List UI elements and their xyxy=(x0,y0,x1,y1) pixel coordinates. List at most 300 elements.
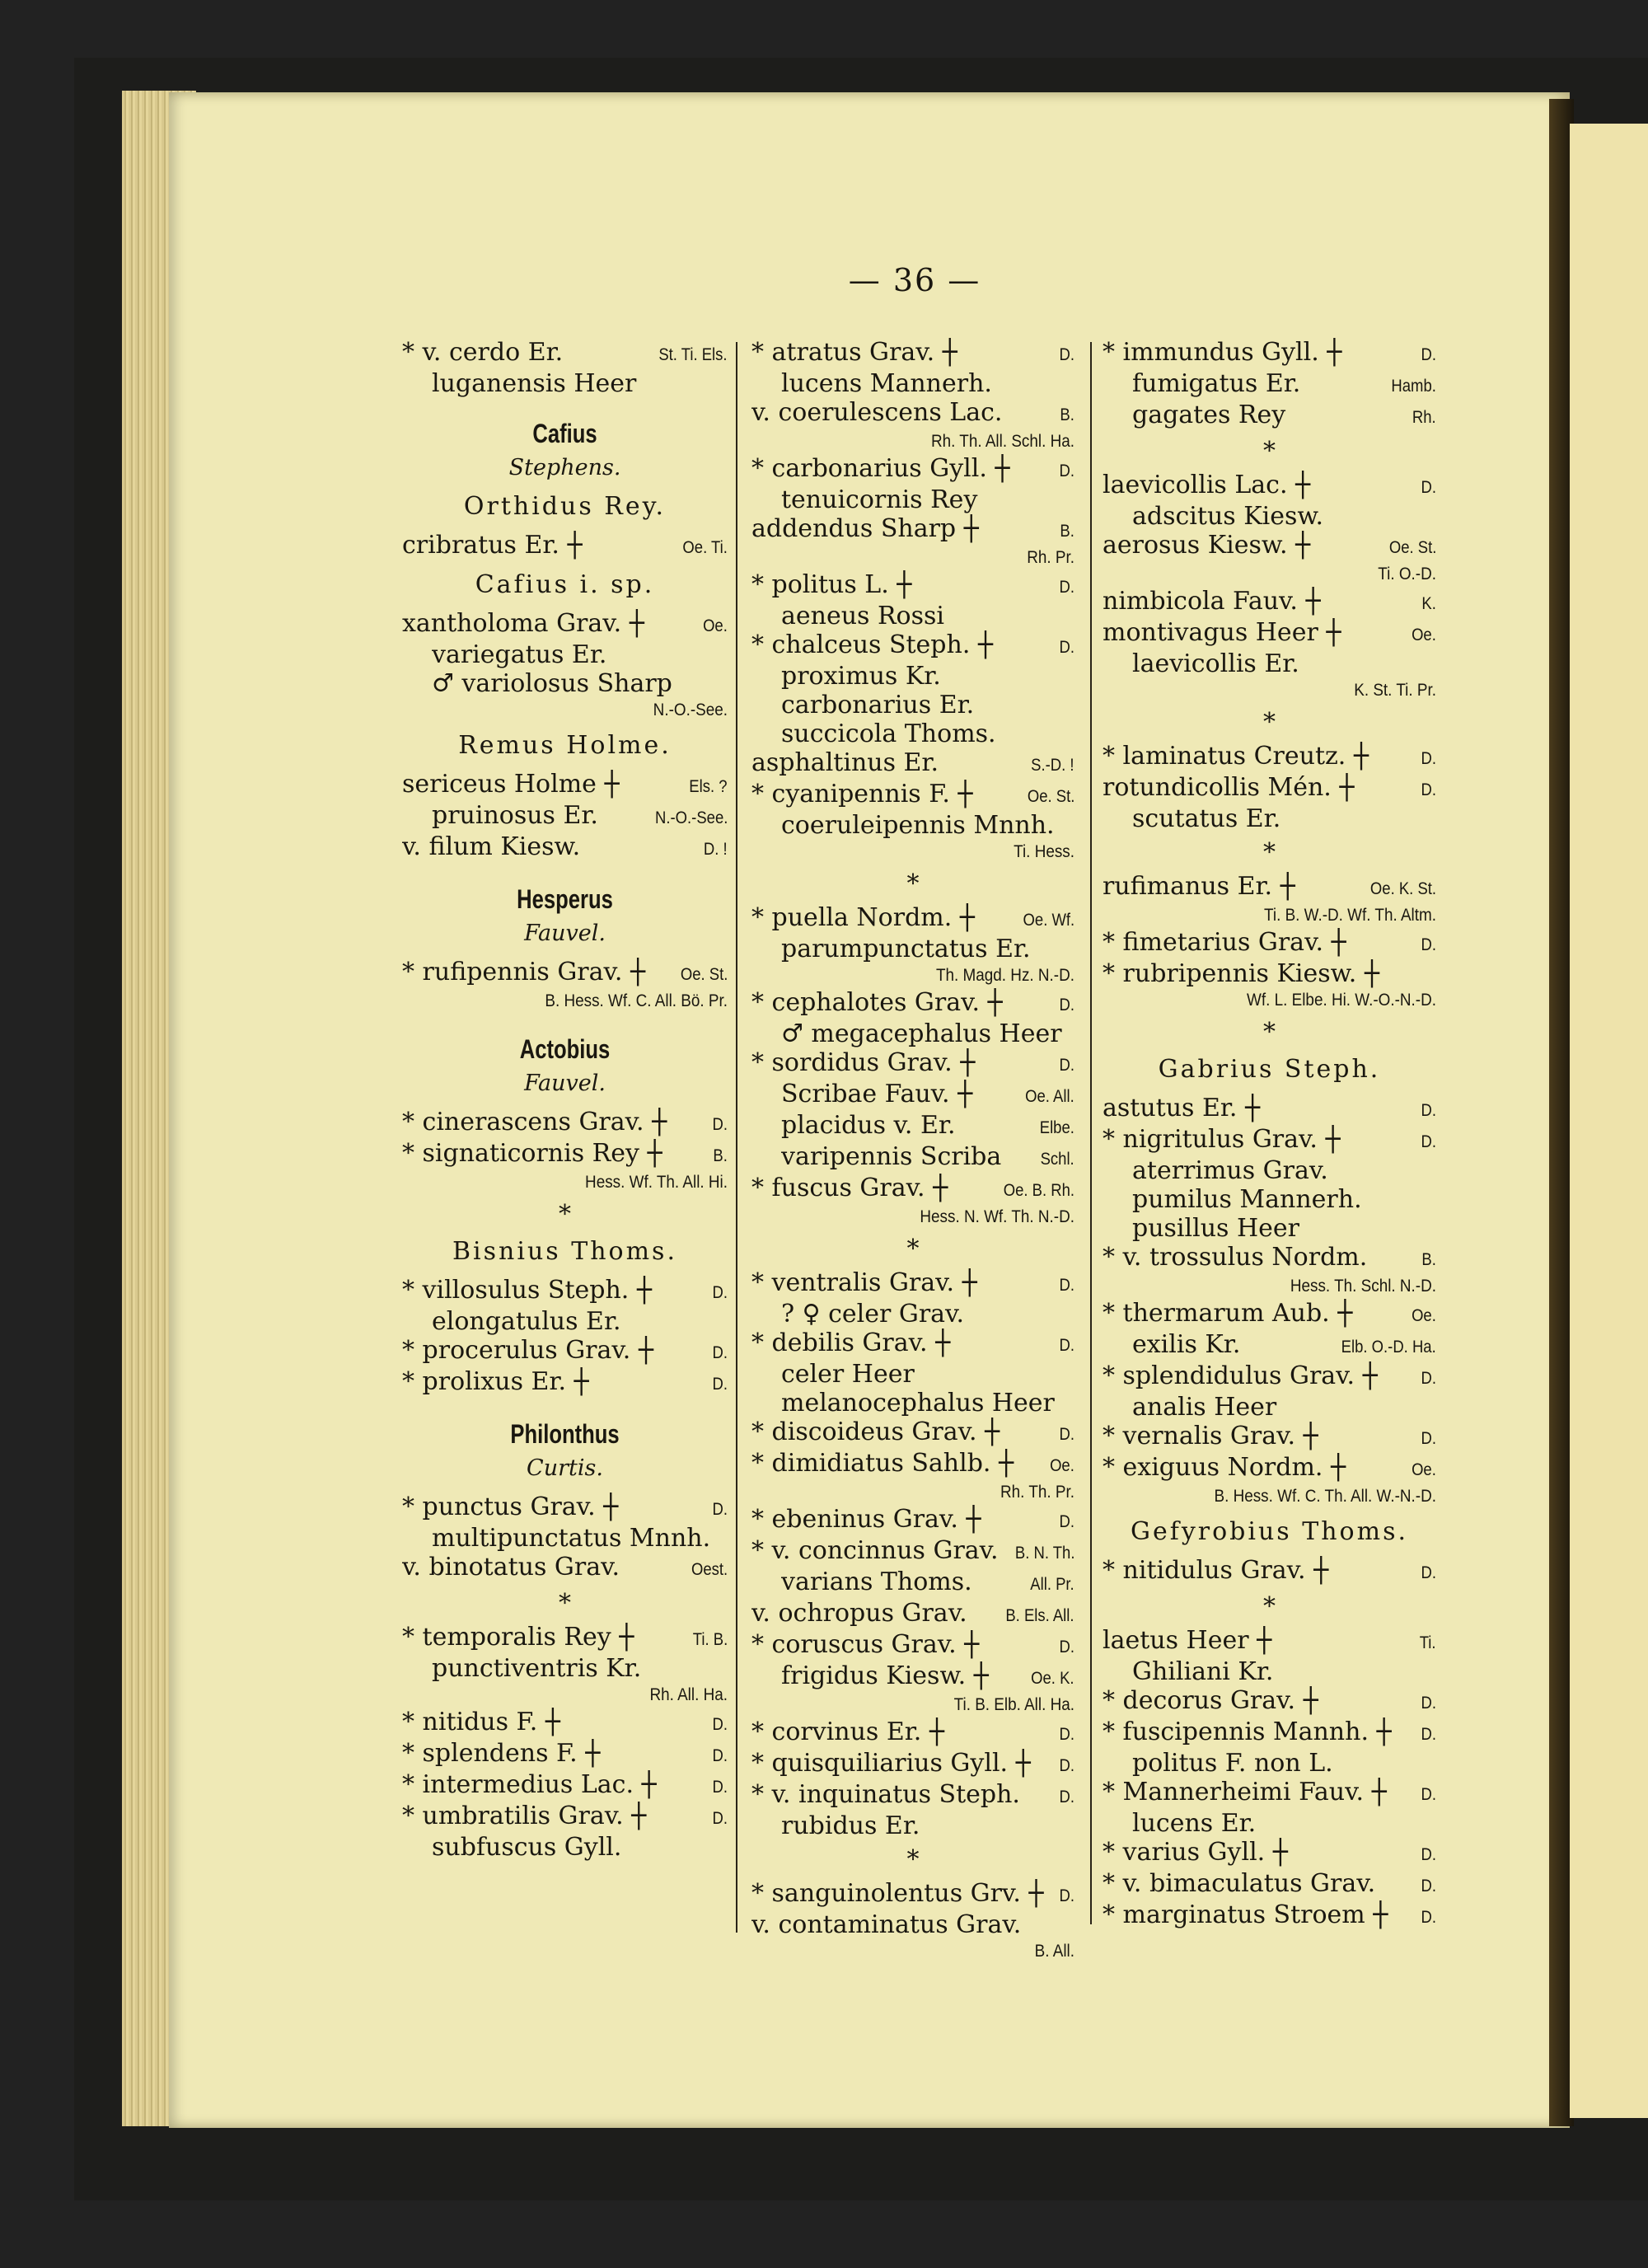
distribution-codes: D. xyxy=(1421,1908,1436,1927)
species-entry xyxy=(751,1630,1074,1661)
species-entry xyxy=(402,1739,728,1770)
species-name: placidus v. Er. xyxy=(781,1111,956,1140)
species-entry xyxy=(751,1599,1074,1630)
species-entry xyxy=(751,811,1074,840)
species-name: * exiguus Nordm. ┼ xyxy=(1103,1453,1346,1482)
distribution-codes: Oe. K. St. xyxy=(1369,879,1436,898)
species-name: Scribae Fauv. ┼ xyxy=(781,1080,973,1108)
species-entry xyxy=(1103,649,1436,678)
species-name: nimbicola Fauv. ┼ xyxy=(1103,587,1321,616)
distribution-codes: Ti. xyxy=(1420,1633,1436,1652)
species-entry xyxy=(751,369,1074,398)
species-name: ? ♀ celer Grav. xyxy=(781,1300,964,1328)
distribution-codes: Rh. xyxy=(1412,408,1436,427)
species-name: * cyanipennis F. ┼ xyxy=(751,780,973,808)
distribution-codes: Oe. St. xyxy=(1388,538,1436,557)
distribution-codes: Schl. xyxy=(1040,1150,1074,1169)
species-name: exilis Kr. xyxy=(1132,1330,1241,1359)
distribution-codes: K. xyxy=(1421,594,1436,613)
species-name: * signaticornis Rey ┼ xyxy=(402,1139,662,1168)
species-entry xyxy=(751,1879,1074,1910)
species-name: adscitus Kiesw. xyxy=(1132,502,1324,531)
section-asterisk: * xyxy=(1263,437,1276,466)
species-entry xyxy=(1103,502,1436,531)
species-name: * vernalis Grav. ┼ xyxy=(1103,1422,1318,1450)
species-name: * rufipennis Grav. ┼ xyxy=(402,958,646,986)
species-entry xyxy=(751,1567,1074,1599)
species-entry xyxy=(1103,1778,1436,1809)
species-entry xyxy=(1103,1686,1436,1717)
species-name: lucens Er. xyxy=(1132,1809,1257,1838)
species-name: fumigatus Er. xyxy=(1132,369,1301,398)
species-name: * villosulus Steph. ┼ xyxy=(402,1276,652,1305)
species-entry xyxy=(751,662,1074,691)
species-entry xyxy=(751,630,1074,662)
distribution-codes: D. xyxy=(712,1343,728,1362)
species-entry xyxy=(1103,1422,1436,1453)
distribution-codes: D. xyxy=(1059,1886,1074,1905)
section-asterisk: * xyxy=(906,869,920,898)
species-name: asphaltinus Er. xyxy=(751,748,939,777)
species-name: frigidus Kiesw. ┼ xyxy=(781,1661,989,1690)
distribution-continuation: Ti. O.-D. xyxy=(1378,565,1436,583)
species-entry xyxy=(402,1524,728,1553)
distribution-codes: D. xyxy=(1059,462,1074,480)
distribution-continuation: Ti. B. W.-D. Wf. Th. Altm. xyxy=(1264,906,1436,925)
distribution-codes: D. xyxy=(1059,1638,1074,1656)
species-name: aterrimus Grav. xyxy=(1132,1156,1328,1185)
species-name: * puella Nordm. ┼ xyxy=(751,903,975,932)
genus-author: Fauvel. xyxy=(524,1071,606,1096)
distribution-codes: D. xyxy=(712,1375,728,1394)
species-entry xyxy=(751,1174,1074,1205)
species-entry xyxy=(751,1300,1074,1328)
species-entry xyxy=(1103,1657,1436,1686)
species-name: * splendidulus Grav. ┼ xyxy=(1103,1361,1378,1390)
species-entry xyxy=(751,1505,1074,1536)
distribution-codes: Hamb. xyxy=(1391,377,1436,396)
species-name: tenuicornis Rey xyxy=(781,485,978,514)
species-name: luganensis Heer xyxy=(432,369,637,398)
species-entry xyxy=(751,1142,1074,1174)
species-entry xyxy=(1103,872,1436,903)
species-entry xyxy=(1103,742,1436,773)
species-entry xyxy=(1103,928,1436,959)
species-entry xyxy=(751,719,1074,748)
distribution-continuation: N.-O.-See. xyxy=(653,701,728,719)
species-name: gagates Rey xyxy=(1132,401,1286,429)
distribution-codes: D. xyxy=(1059,1512,1074,1531)
species-entry xyxy=(402,1654,728,1683)
distribution-codes: Oe. B. Rh. xyxy=(1003,1181,1074,1200)
distribution-codes: D. xyxy=(712,1283,728,1302)
species-name: * quisquiliarius Gyll. ┼ xyxy=(751,1749,1031,1778)
species-entry xyxy=(1103,471,1436,502)
species-name: * coruscus Grav. ┼ xyxy=(751,1630,980,1659)
species-name: xantholoma Grav. ┼ xyxy=(402,609,644,638)
species-name: ♂ megacephalus Heer xyxy=(781,1019,1062,1048)
species-name: * decorus Grav. ┼ xyxy=(1103,1686,1318,1715)
species-entry xyxy=(751,1536,1074,1567)
species-name: * marginatus Stroem ┼ xyxy=(1103,1900,1388,1929)
distribution-codes: Ti. B. xyxy=(692,1630,728,1649)
species-name: * varius Gyll. ┼ xyxy=(1103,1838,1288,1867)
species-name: * fuscipennis Mannh. ┼ xyxy=(1103,1717,1392,1746)
column-middle xyxy=(751,338,1074,1964)
species-name: * intermedius Lac. ┼ xyxy=(402,1770,657,1799)
distribution-codes: Oe. xyxy=(703,616,728,635)
distribution-codes: D. xyxy=(712,1115,728,1134)
distribution-codes: D. xyxy=(1421,1101,1436,1120)
species-name: parumpunctatus Er. xyxy=(781,935,1031,963)
species-entry xyxy=(751,1449,1074,1480)
genus-author: Stephens. xyxy=(508,455,621,480)
distribution-codes: D. xyxy=(1421,1845,1436,1864)
species-entry xyxy=(751,748,1074,780)
species-entry xyxy=(751,514,1074,546)
species-name: * v. inquinatus Steph. xyxy=(751,1780,1020,1809)
section-asterisk: * xyxy=(906,1235,920,1263)
species-entry xyxy=(402,1553,728,1584)
species-entry xyxy=(751,1749,1074,1780)
distribution-codes: D. xyxy=(1059,638,1074,657)
species-name: carbonarius Er. xyxy=(781,691,975,719)
species-entry xyxy=(751,935,1074,963)
distribution-codes: D. xyxy=(1059,1788,1074,1806)
species-entry xyxy=(402,338,728,369)
distribution-continuation: B. Hess. Wf. C. All. Bö. Pr. xyxy=(545,991,728,1010)
species-entry xyxy=(1103,1361,1436,1393)
species-name: * sanguinolentus Grv. ┼ xyxy=(751,1879,1044,1908)
species-name: rubidus Er. xyxy=(781,1811,920,1840)
distribution-continuation: B. Hess. Wf. C. Th. All. W.-N.-D. xyxy=(1214,1487,1436,1506)
distribution-codes: Oe. Wf. xyxy=(1023,911,1074,930)
species-name: Ghiliani Kr. xyxy=(1132,1657,1274,1686)
species-entry xyxy=(402,1492,728,1524)
species-entry xyxy=(751,1328,1074,1360)
distribution-codes: D. xyxy=(1059,578,1074,597)
species-name: * nitidulus Grav. ┼ xyxy=(1103,1556,1329,1585)
distribution-codes: B. N. Th. xyxy=(1014,1544,1074,1563)
species-name: * laminatus Creutz. ┼ xyxy=(1103,742,1369,771)
distribution-codes: B. xyxy=(1060,522,1074,541)
species-name: * dimidiatus Sahlb. ┼ xyxy=(751,1449,1014,1478)
subgenus-heading: Orthidus Rey. xyxy=(463,492,667,521)
distribution-codes: D. xyxy=(1059,1056,1074,1075)
distribution-codes: Oe. xyxy=(1412,1460,1436,1479)
distribution-codes: D. xyxy=(1421,749,1436,768)
distribution-continuation: Ti. B. Elb. All. Ha. xyxy=(953,1695,1074,1714)
distribution-codes: Oe. K. xyxy=(1031,1669,1074,1688)
distribution-continuation: Wf. L. Elbe. Hi. W.-O.-N.-D. xyxy=(1247,991,1436,1010)
distribution-codes: D. xyxy=(1421,1369,1436,1388)
species-name: * nigritulus Grav. ┼ xyxy=(1103,1125,1341,1154)
species-name: v. contaminatus Grav. xyxy=(751,1910,1022,1939)
species-entry xyxy=(402,1708,728,1739)
species-entry xyxy=(751,1048,1074,1080)
distribution-continuation: Hess. N. Wf. Th. N.-D. xyxy=(920,1207,1074,1226)
distribution-codes: D. xyxy=(1421,1563,1436,1582)
species-name: addendus Sharp ┼ xyxy=(751,514,979,543)
species-entry xyxy=(1103,1869,1436,1900)
distribution-codes: Oe. St. xyxy=(1027,787,1074,806)
distribution-codes: All. Pr. xyxy=(1030,1575,1074,1594)
section-asterisk: * xyxy=(1263,708,1276,737)
species-entry xyxy=(1103,1626,1436,1657)
species-entry xyxy=(751,570,1074,602)
facing-page-edge xyxy=(1570,124,1648,2118)
species-entry xyxy=(751,485,1074,514)
species-entry xyxy=(1103,1094,1436,1125)
distribution-codes: D. xyxy=(1421,935,1436,954)
species-name: * prolixus Er. ┼ xyxy=(402,1367,589,1396)
species-entry xyxy=(751,1389,1074,1418)
species-name: * punctus Grav. ┼ xyxy=(402,1492,619,1521)
species-entry xyxy=(402,609,728,640)
species-entry xyxy=(402,1108,728,1139)
species-name: montivagus Heer ┼ xyxy=(1103,618,1341,647)
distribution-codes: D. xyxy=(712,1778,728,1797)
species-name: subfuscus Gyll. xyxy=(432,1833,622,1862)
species-entry xyxy=(1103,1330,1436,1361)
species-entry xyxy=(751,1268,1074,1300)
distribution-codes: D. xyxy=(1059,345,1074,364)
distribution-codes: D. xyxy=(1421,1429,1436,1448)
species-name: melanocephalus Heer xyxy=(781,1389,1055,1418)
genus-author: Curtis. xyxy=(527,1455,603,1481)
species-name: v. coerulescens Lac. xyxy=(751,398,1003,427)
section-asterisk: * xyxy=(906,1845,920,1874)
species-name: * temporalis Rey ┼ xyxy=(402,1623,634,1652)
species-entry xyxy=(402,1336,728,1367)
distribution-codes: D. xyxy=(712,1809,728,1828)
species-entry xyxy=(1103,1243,1436,1274)
distribution-codes: S.-D. ! xyxy=(1031,756,1074,775)
species-name: v. ochropus Grav. xyxy=(751,1599,967,1628)
species-entry xyxy=(1103,587,1436,618)
species-entry xyxy=(1103,1125,1436,1156)
species-entry xyxy=(751,1019,1074,1048)
distribution-codes: D. xyxy=(712,1746,728,1765)
species-entry xyxy=(751,1360,1074,1389)
species-name: * v. trossulus Nordm. xyxy=(1103,1243,1368,1272)
species-entry xyxy=(402,1276,728,1307)
distribution-codes: Oest. xyxy=(691,1560,728,1579)
section-asterisk: * xyxy=(1263,1018,1276,1047)
distribution-codes: Oe. Ti. xyxy=(682,538,728,557)
species-name: laetus Heer ┼ xyxy=(1103,1626,1272,1655)
distribution-continuation: Rh. All. Ha. xyxy=(649,1685,728,1704)
species-name: * fimetarius Grav. ┼ xyxy=(1103,928,1346,957)
column-left xyxy=(402,338,728,1862)
species-name: * ebeninus Grav. ┼ xyxy=(751,1505,981,1534)
species-entry xyxy=(1103,1556,1436,1587)
species-name: * v. bimaculatus Grav. xyxy=(1103,1869,1376,1898)
species-entry xyxy=(751,1780,1074,1811)
species-entry xyxy=(1103,1393,1436,1422)
species-entry xyxy=(751,988,1074,1019)
species-name: * thermarum Aub. ┼ xyxy=(1103,1299,1353,1328)
species-entry xyxy=(1103,401,1436,432)
subgenus-heading: Cafius i. sp. xyxy=(475,570,655,599)
distribution-continuation: K. St. Ti. Pr. xyxy=(1354,681,1436,700)
genus-heading: Hesperus xyxy=(517,884,613,914)
species-name: * chalceus Steph. ┼ xyxy=(751,630,993,659)
species-name: sericeus Holme ┼ xyxy=(402,770,620,799)
species-name: multipunctatus Mnnh. xyxy=(432,1524,711,1553)
species-entry xyxy=(402,1623,728,1654)
species-name: punctiventris Kr. xyxy=(432,1654,642,1683)
species-name: aerosus Kiesw. ┼ xyxy=(1103,531,1311,560)
section-asterisk: * xyxy=(559,1200,571,1229)
distribution-continuation: Rh. Th. Pr. xyxy=(1000,1483,1074,1502)
species-name: * rubripennis Kiesw. ┼ xyxy=(1103,959,1379,988)
species-entry xyxy=(402,801,728,832)
distribution-codes: N.-O.-See. xyxy=(654,808,728,827)
species-name: elongatulus Er. xyxy=(432,1307,621,1336)
species-entry xyxy=(402,1139,728,1170)
species-name: v. filum Kiesw. xyxy=(402,832,581,861)
genus-author: Fauvel. xyxy=(524,921,606,946)
distribution-continuation: B. All. xyxy=(1034,1942,1074,1961)
distribution-continuation: Ti. Hess. xyxy=(1014,842,1074,861)
species-name: * debilis Grav. ┼ xyxy=(751,1328,951,1357)
distribution-codes: D. xyxy=(1059,1336,1074,1355)
species-name: v. binotatus Grav. xyxy=(402,1553,620,1582)
species-entry xyxy=(402,1802,728,1833)
species-entry xyxy=(1103,1717,1436,1749)
distribution-codes: B. xyxy=(1060,405,1074,424)
species-entry xyxy=(402,531,728,562)
distribution-codes: D. xyxy=(1421,1132,1436,1151)
subgenus-heading: Remus Holme. xyxy=(458,731,672,760)
species-name: analis Heer xyxy=(1132,1393,1277,1422)
species-entry xyxy=(402,832,728,864)
distribution-codes: Elbe. xyxy=(1039,1118,1074,1137)
species-entry xyxy=(751,602,1074,630)
distribution-codes: D. ! xyxy=(704,840,728,859)
species-entry xyxy=(751,1717,1074,1749)
species-entry xyxy=(1103,804,1436,833)
species-entry xyxy=(751,1661,1074,1693)
species-name: * fuscus Grav. ┼ xyxy=(751,1174,948,1202)
species-name: * umbratilis Grav. ┼ xyxy=(402,1802,647,1830)
species-name: astutus Er. ┼ xyxy=(1103,1094,1261,1122)
species-entry xyxy=(751,454,1074,485)
genus-heading: Cafius xyxy=(532,419,597,448)
species-entry xyxy=(402,640,728,669)
species-entry xyxy=(1103,1838,1436,1869)
species-name: * corvinus Er. ┼ xyxy=(751,1717,944,1746)
species-entry xyxy=(1103,1185,1436,1214)
distribution-codes: Oe. xyxy=(1412,1306,1436,1325)
species-name: politus F. non L. xyxy=(1132,1749,1333,1778)
distribution-codes: D. xyxy=(1059,1725,1074,1744)
species-entry xyxy=(1103,959,1436,988)
distribution-codes: D. xyxy=(712,1715,728,1734)
species-name: variegatus Er. xyxy=(432,640,607,669)
species-entry xyxy=(1103,1453,1436,1484)
species-name: coeruleipennis Mnnh. xyxy=(781,811,1055,840)
species-entry xyxy=(751,903,1074,935)
distribution-codes: B. xyxy=(1421,1250,1436,1269)
distribution-codes: Oe. St. xyxy=(680,965,728,984)
species-name: rotundicollis Mén. ┼ xyxy=(1103,773,1355,802)
species-name: * immundus Gyll. ┼ xyxy=(1103,338,1342,367)
column-rule-left xyxy=(736,342,737,1933)
distribution-codes: D. xyxy=(1421,780,1436,799)
species-entry xyxy=(402,669,728,698)
species-name: * sordidus Grav. ┼ xyxy=(751,1048,976,1077)
species-entry xyxy=(1103,369,1436,401)
species-entry xyxy=(402,1367,728,1399)
distribution-codes: Elb. O.-D. Ha. xyxy=(1341,1338,1436,1357)
distribution-codes: Oe. xyxy=(1050,1456,1074,1475)
species-entry xyxy=(751,338,1074,369)
subgenus-heading: Gabrius Steph. xyxy=(1158,1055,1381,1084)
species-entry xyxy=(751,1811,1074,1840)
species-name: succicola Thoms. xyxy=(781,719,996,748)
species-name: * politus L. ┼ xyxy=(751,570,912,599)
species-name: laevicollis Lac. ┼ xyxy=(1103,471,1311,499)
distribution-codes: B. Els. All. xyxy=(1005,1606,1074,1625)
species-entry xyxy=(402,770,728,801)
species-entry xyxy=(751,398,1074,429)
distribution-codes: D. xyxy=(1421,1725,1436,1744)
species-entry xyxy=(402,1770,728,1802)
species-entry xyxy=(1103,618,1436,649)
subgenus-heading: Gefyrobius Thoms. xyxy=(1131,1517,1408,1546)
species-entry xyxy=(751,1910,1074,1939)
species-name: * Mannerheimi Fauv. ┼ xyxy=(1103,1778,1387,1806)
species-name: laevicollis Er. xyxy=(1132,649,1299,678)
species-entry xyxy=(1103,338,1436,369)
species-entry xyxy=(751,780,1074,811)
species-entry xyxy=(1103,1299,1436,1330)
species-name: pumilus Mannerh. xyxy=(1132,1185,1362,1214)
distribution-codes: D. xyxy=(1421,1694,1436,1713)
species-entry xyxy=(1103,1749,1436,1778)
distribution-codes: D. xyxy=(1421,1877,1436,1895)
species-name: varians Thoms. xyxy=(781,1567,972,1596)
species-name: * discoideus Grav. ┼ xyxy=(751,1418,1000,1446)
species-entry xyxy=(751,691,1074,719)
distribution-continuation: Th. Magd. Hz. N.-D. xyxy=(935,966,1074,985)
species-entry xyxy=(1103,531,1436,562)
species-entry xyxy=(1103,1156,1436,1185)
distribution-continuation: Rh. Th. All. Schl. Ha. xyxy=(930,432,1074,451)
species-entry xyxy=(751,1080,1074,1111)
species-name: * v. concinnus Grav. xyxy=(751,1536,999,1565)
distribution-codes: B. xyxy=(713,1146,728,1165)
species-name: * nitidus F. ┼ xyxy=(402,1708,560,1736)
species-name: lucens Mannerh. xyxy=(781,369,992,398)
species-name: aeneus Rossi xyxy=(781,602,945,630)
species-entry xyxy=(751,1418,1074,1449)
distribution-codes: D. xyxy=(1059,1756,1074,1775)
species-name: pruinosus Er. xyxy=(432,801,598,830)
species-entry xyxy=(402,1307,728,1336)
species-name: ♂ variolosus Sharp xyxy=(432,669,672,698)
species-name: * atratus Grav. ┼ xyxy=(751,338,957,367)
species-entry xyxy=(751,1111,1074,1142)
page-number: — 36 — xyxy=(848,262,981,298)
distribution-codes: D. xyxy=(1059,1276,1074,1295)
genus-heading: Philonthus xyxy=(510,1419,620,1449)
distribution-continuation: Hess. Wf. Th. All. Hi. xyxy=(585,1173,728,1192)
column-rule-right xyxy=(1090,342,1092,1924)
species-name: * cephalotes Grav. ┼ xyxy=(751,988,1003,1017)
